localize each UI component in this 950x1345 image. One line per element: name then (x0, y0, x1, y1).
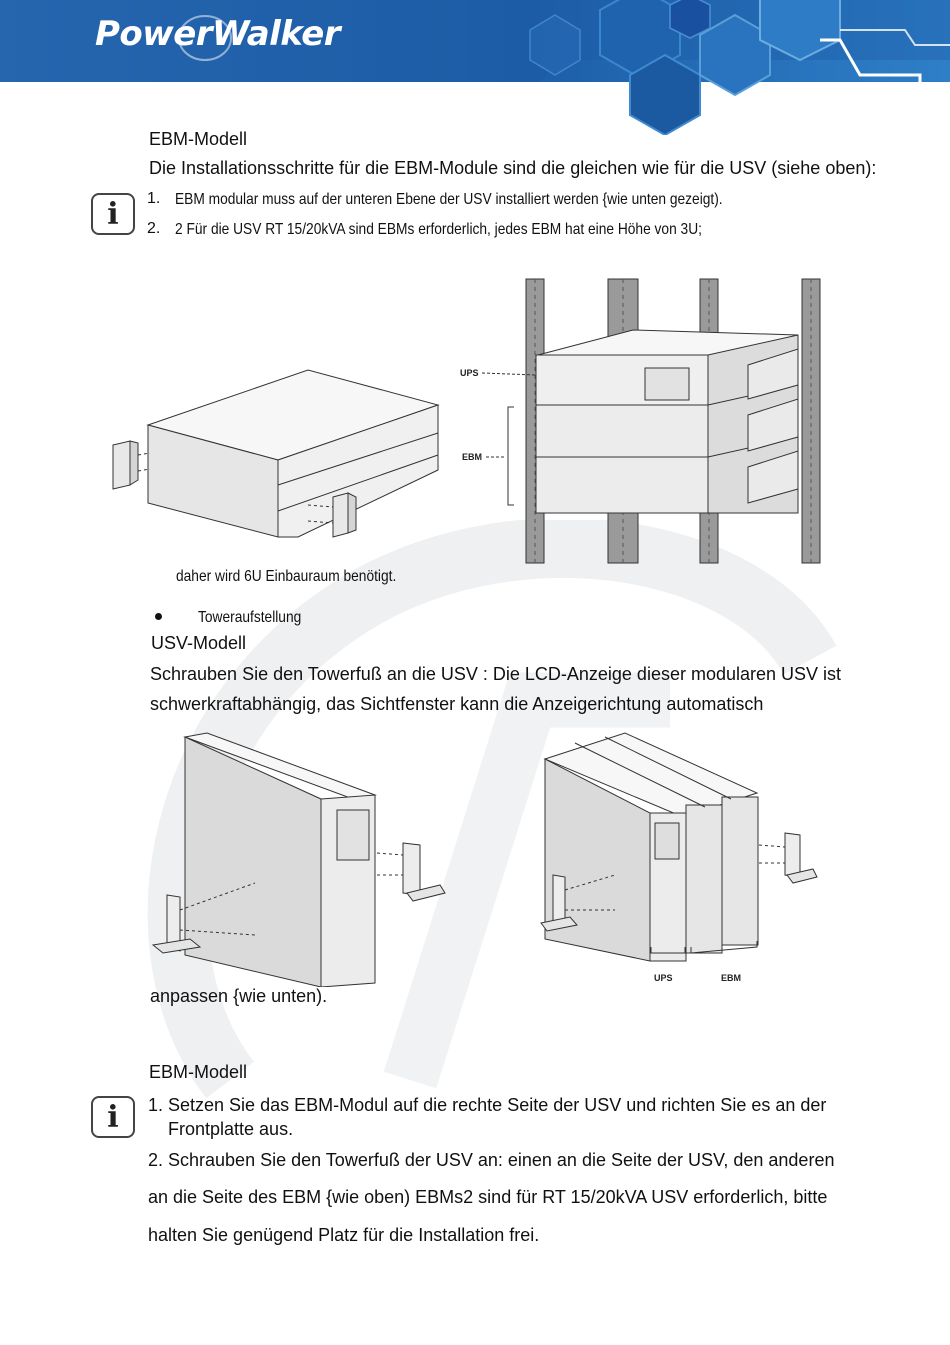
figure-tower-ebm (145, 725, 825, 987)
list-number: 2. (147, 220, 161, 237)
label-ups: UPS (460, 368, 479, 378)
label-ups: UPS (654, 973, 673, 983)
section2-paragraph: Schrauben Sie den Towerfuß an die USV : Die LCD-Anzeige dieser modularen USV ist (150, 664, 842, 684)
page-header (0, 0, 950, 135)
section3-item1: 1. Setzen Sie das EBM-Modul auf die rechte Seite der USV und richten Sie es an der (148, 1095, 827, 1115)
section3-item2: 2. Schrauben Sie den Towerfuß der USV an: einen an die Seite der USV, den anderen (148, 1150, 835, 1170)
section1-heading: EBM-Modell (149, 129, 248, 149)
section3-item1: Frontplatte aus. (168, 1119, 294, 1139)
info-icon: i (91, 193, 135, 235)
figure-rack-ebm (108, 275, 828, 567)
section1-continuation: daher wird 6U Einbauraum benötigt. (176, 568, 397, 585)
section2-heading: USV-Modell (151, 633, 247, 653)
brand-logo: PowerWalker (95, 14, 341, 54)
section3-heading: EBM-Modell (149, 1062, 248, 1082)
bullet-icon (155, 613, 162, 620)
list-item: EBM modular muss auf der unteren Ebene der USV installiert werden {wie unten gezeigt). (175, 191, 723, 208)
section2-continuation: anpassen {wie unten). (150, 986, 328, 1006)
info-icon: i (91, 1096, 135, 1138)
list-item: 2 Für die USV RT 15/20kVA sind EBMs erforderlich, jedes EBM hat eine Höhe von 3U; (175, 221, 702, 238)
section3-item2: an die Seite des EBM {wie oben) EBMs2 sind für RT 15/20kVA USV erforderlich, bitte (148, 1187, 828, 1207)
label-ebm: EBM (721, 973, 741, 983)
section2-paragraph: schwerkraftabhängig, das Sichtfenster kann die Anzeigerichtung automatisch (150, 694, 764, 714)
section3-item2: halten Sie genügend Platz für die Installation frei. (148, 1225, 540, 1245)
section1-intro: Die Installationsschritte für die EBM-Module sind die gleichen wie für die USV (siehe oben): (149, 158, 877, 178)
bullet-item: Toweraufstellung (198, 609, 302, 626)
list-number: 1. (147, 190, 161, 207)
label-ebm: EBM (462, 452, 482, 462)
